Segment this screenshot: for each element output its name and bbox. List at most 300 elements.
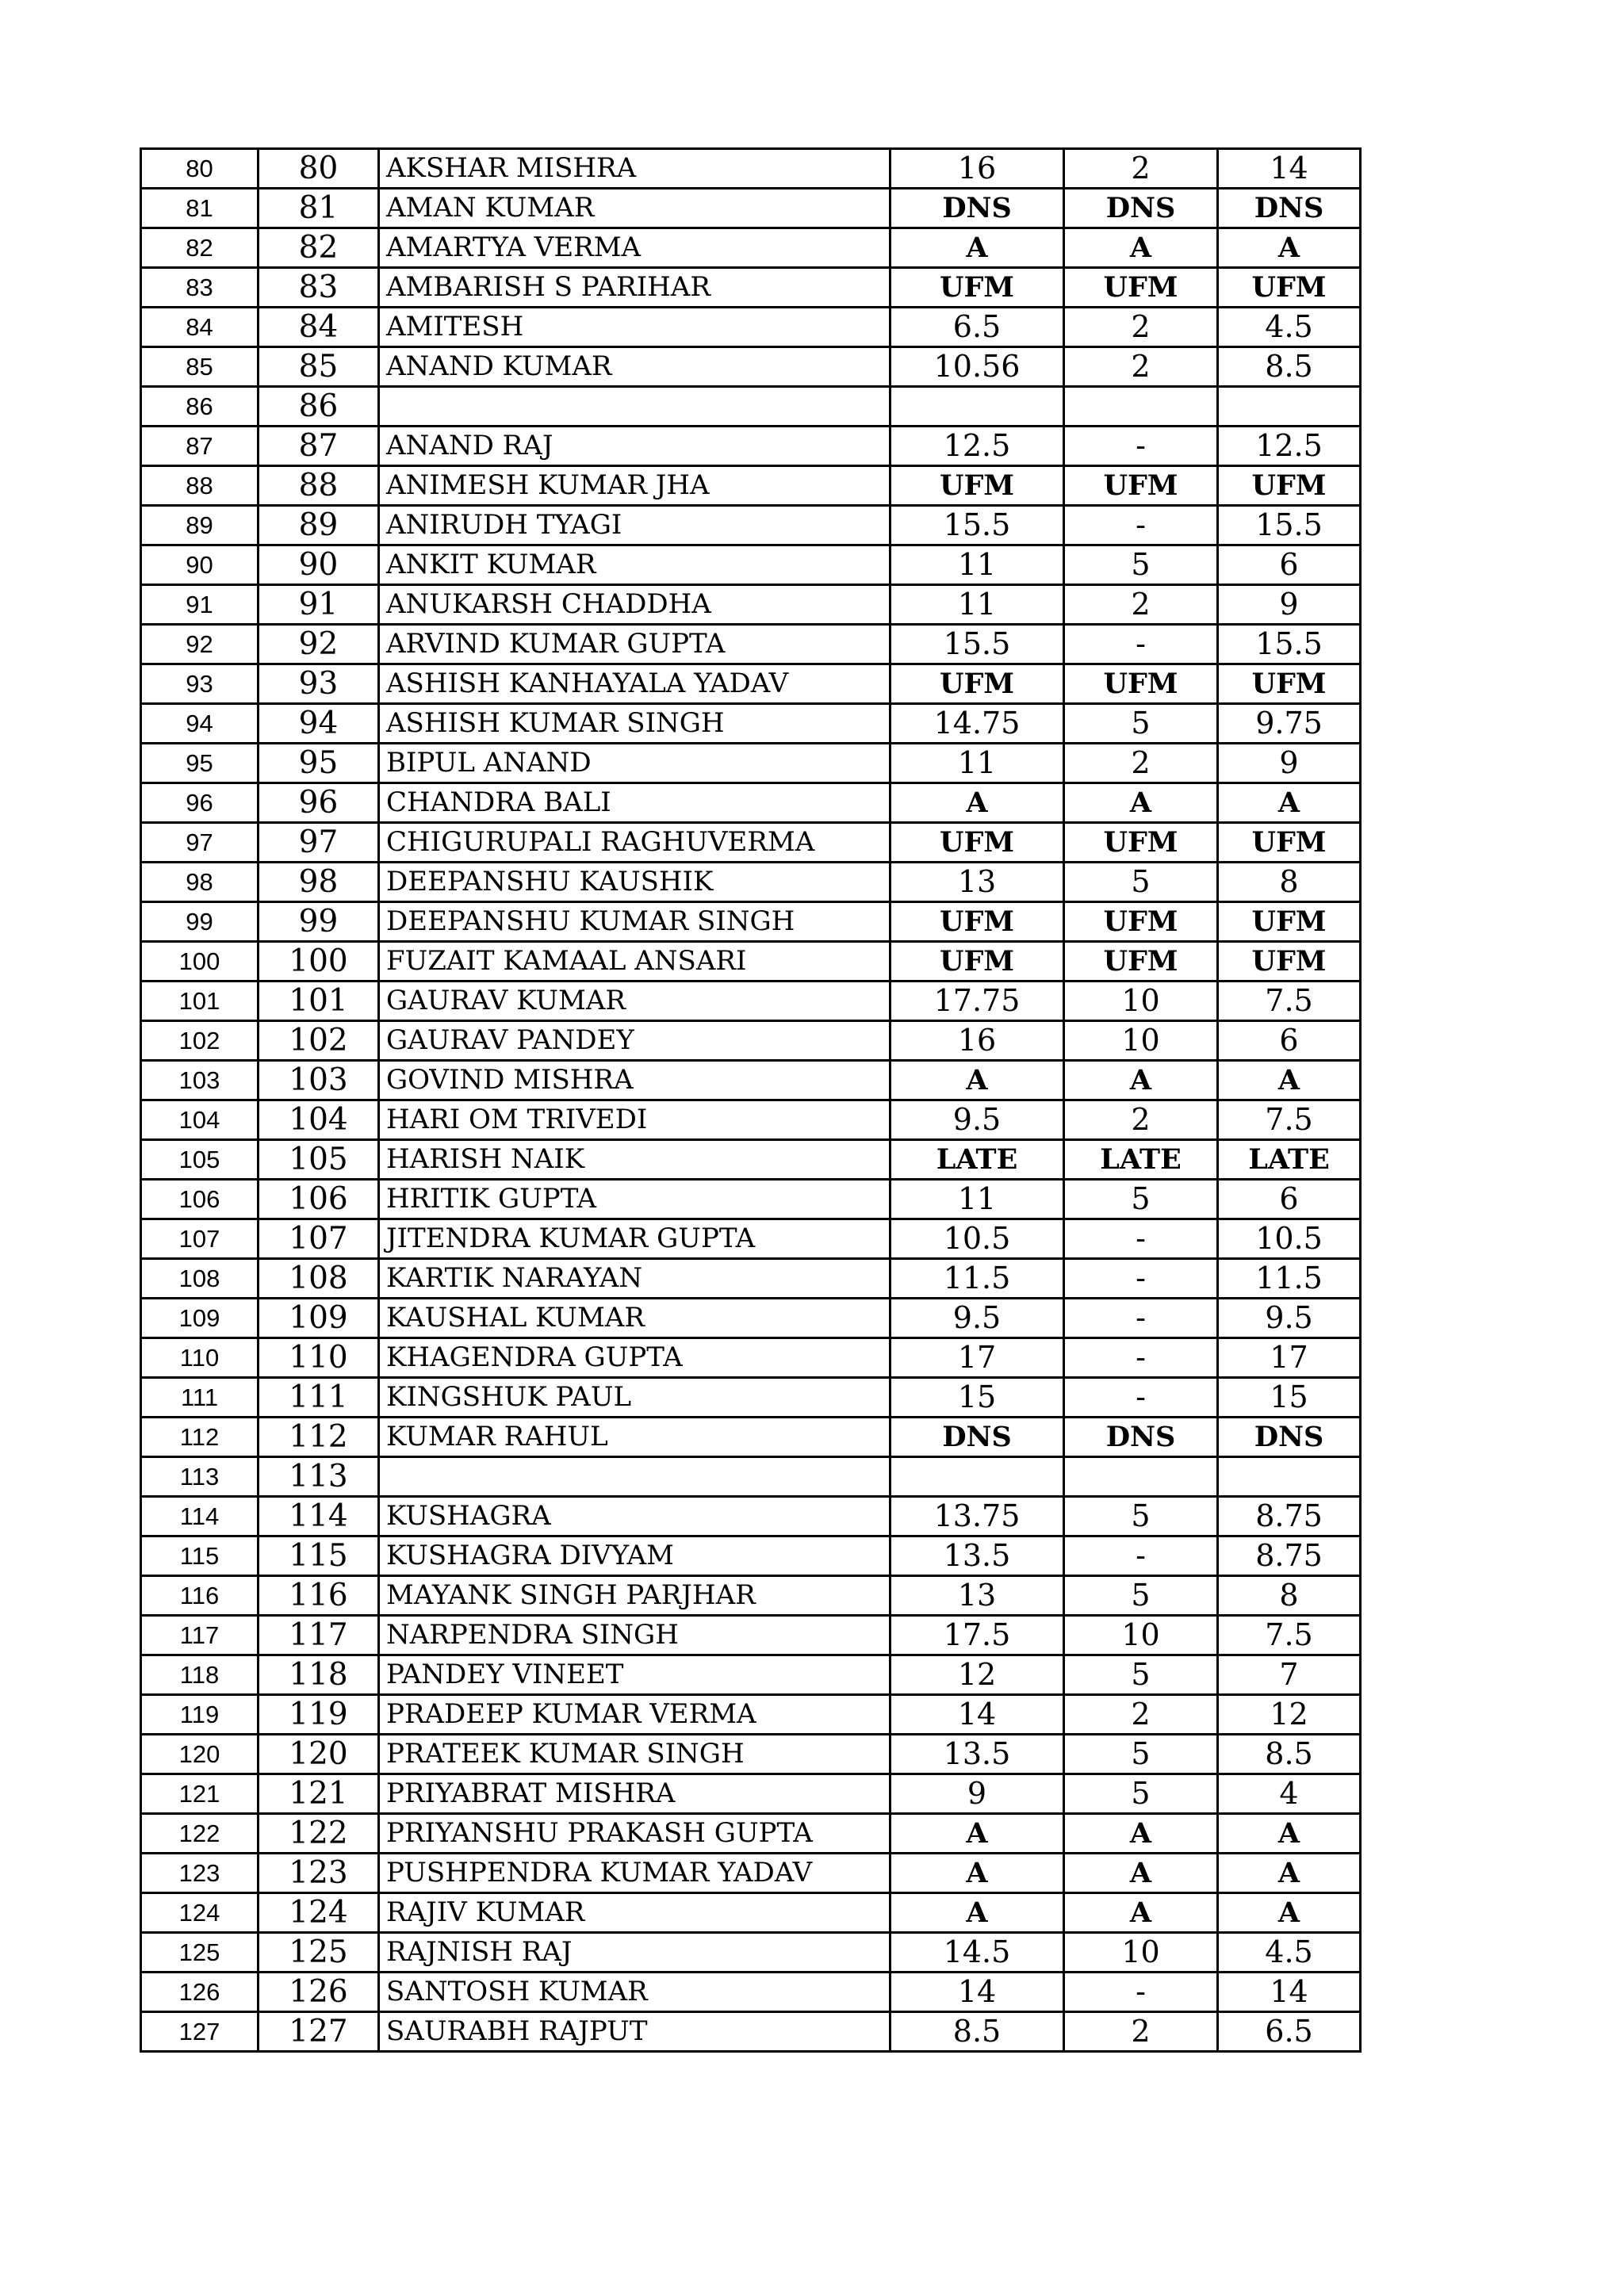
student-name-cell: RAJNISH RAJ — [379, 1933, 891, 1973]
student-name-cell: PANDEY VINEET — [379, 1655, 891, 1695]
marks-second-cell: 5 — [1064, 1774, 1218, 1814]
serial-number-cell: 123 — [141, 1854, 259, 1893]
marks-second-cell: 2 — [1064, 1695, 1218, 1735]
student-name-cell: KUMAR RAHUL — [379, 1418, 891, 1457]
student-name-cell: DEEPANSHU KAUSHIK — [379, 863, 891, 902]
table-row — [141, 585, 1361, 625]
marks-third-cell: A — [1218, 1814, 1361, 1854]
marks-third-cell: 9.75 — [1218, 704, 1361, 744]
roll-number-cell: 100 — [259, 942, 379, 982]
marks-third-cell: DNS — [1218, 189, 1361, 228]
roll-number-cell: 81 — [259, 189, 379, 228]
roll-number-cell: 120 — [259, 1735, 379, 1774]
serial-number-cell: 87 — [141, 427, 259, 466]
student-name-cell: AMITESH — [379, 308, 891, 347]
roll-number-cell: 80 — [259, 149, 379, 189]
roll-number-cell: 115 — [259, 1536, 379, 1576]
marks-second-cell: A — [1064, 1854, 1218, 1893]
marks-total-cell: 9.5 — [891, 1299, 1064, 1338]
student-name-cell: SANTOSH KUMAR — [379, 1973, 891, 2012]
marks-third-cell: DNS — [1218, 1418, 1361, 1457]
marks-third-cell: 8 — [1218, 863, 1361, 902]
roll-number-cell: 126 — [259, 1973, 379, 2012]
roll-number-cell: 112 — [259, 1418, 379, 1457]
marks-total-cell: 13 — [891, 863, 1064, 902]
roll-number-cell: 110 — [259, 1338, 379, 1378]
student-name-cell: KHAGENDRA GUPTA — [379, 1338, 891, 1378]
table-row — [141, 427, 1361, 466]
serial-number-cell: 127 — [141, 2012, 259, 2052]
marks-total-cell: UFM — [891, 942, 1064, 982]
serial-number-cell: 111 — [141, 1378, 259, 1418]
student-name-cell: HRITIK GUPTA — [379, 1180, 891, 1219]
marks-second-cell: A — [1064, 1893, 1218, 1933]
student-name-cell: ANKIT KUMAR — [379, 545, 891, 585]
marks-total-cell: 10.56 — [891, 347, 1064, 387]
marks-total-cell: 13.5 — [891, 1735, 1064, 1774]
serial-number-cell: 109 — [141, 1299, 259, 1338]
serial-number-cell: 105 — [141, 1140, 259, 1180]
marks-third-cell: 7.5 — [1218, 1100, 1361, 1140]
marks-total-cell: 8.5 — [891, 2012, 1064, 2052]
marks-second-cell: 10 — [1064, 1933, 1218, 1973]
table-row — [141, 704, 1361, 744]
student-name-cell: CHIGURUPALI RAGHUVERMA — [379, 823, 891, 863]
marks-second-cell: UFM — [1064, 902, 1218, 942]
marks-third-cell: 7.5 — [1218, 1616, 1361, 1655]
marks-second-cell: - — [1064, 1299, 1218, 1338]
serial-number-cell: 121 — [141, 1774, 259, 1814]
marks-total-cell: 17 — [891, 1338, 1064, 1378]
roll-number-cell: 127 — [259, 2012, 379, 2052]
marks-second-cell: 5 — [1064, 1576, 1218, 1616]
table-row — [141, 506, 1361, 545]
marks-total-cell — [891, 387, 1064, 427]
serial-number-cell: 124 — [141, 1893, 259, 1933]
roll-number-cell: 89 — [259, 506, 379, 545]
roll-number-cell: 99 — [259, 902, 379, 942]
roll-number-cell: 102 — [259, 1021, 379, 1061]
table-row — [141, 387, 1361, 427]
table-row — [141, 982, 1361, 1021]
student-name-cell: ARVIND KUMAR GUPTA — [379, 625, 891, 664]
marks-total-cell: 12.5 — [891, 427, 1064, 466]
serial-number-cell: 89 — [141, 506, 259, 545]
roll-number-cell: 122 — [259, 1814, 379, 1854]
marks-third-cell: 7 — [1218, 1655, 1361, 1695]
serial-number-cell: 82 — [141, 228, 259, 268]
roll-number-cell: 94 — [259, 704, 379, 744]
marks-third-cell: 11.5 — [1218, 1259, 1361, 1299]
table-row — [141, 2012, 1361, 2052]
marks-total-cell: UFM — [891, 664, 1064, 704]
serial-number-cell: 107 — [141, 1219, 259, 1259]
marks-third-cell: UFM — [1218, 664, 1361, 704]
marks-third-cell: 15 — [1218, 1378, 1361, 1418]
marks-total-cell: 14.5 — [891, 1933, 1064, 1973]
roll-number-cell: 97 — [259, 823, 379, 863]
table-row — [141, 1536, 1361, 1576]
roll-number-cell: 95 — [259, 744, 379, 783]
student-name-cell: AMAN KUMAR — [379, 189, 891, 228]
serial-number-cell: 113 — [141, 1457, 259, 1497]
student-name-cell: CHANDRA BALI — [379, 783, 891, 823]
marks-second-cell: 5 — [1064, 545, 1218, 585]
serial-number-cell: 97 — [141, 823, 259, 863]
serial-number-cell: 112 — [141, 1418, 259, 1457]
table-row — [141, 228, 1361, 268]
student-name-cell: KAUSHAL KUMAR — [379, 1299, 891, 1338]
student-name-cell: BIPUL ANAND — [379, 744, 891, 783]
marks-third-cell: 8.5 — [1218, 1735, 1361, 1774]
table-row — [141, 783, 1361, 823]
roll-number-cell: 83 — [259, 268, 379, 308]
marks-second-cell: 5 — [1064, 1735, 1218, 1774]
serial-number-cell: 102 — [141, 1021, 259, 1061]
roll-number-cell: 109 — [259, 1299, 379, 1338]
roll-number-cell: 106 — [259, 1180, 379, 1219]
marks-second-cell: 2 — [1064, 149, 1218, 189]
marks-total-cell: UFM — [891, 902, 1064, 942]
marks-total-cell: 12 — [891, 1655, 1064, 1695]
student-name-cell: KUSHAGRA — [379, 1497, 891, 1536]
student-name-cell: ANIRUDH TYAGI — [379, 506, 891, 545]
serial-number-cell: 81 — [141, 189, 259, 228]
table-row — [141, 1497, 1361, 1536]
marks-second-cell: - — [1064, 1338, 1218, 1378]
marks-total-cell: 13.75 — [891, 1497, 1064, 1536]
serial-number-cell: 106 — [141, 1180, 259, 1219]
student-name-cell: FUZAIT KAMAAL ANSARI — [379, 942, 891, 982]
table-row — [141, 823, 1361, 863]
marks-second-cell: 10 — [1064, 1616, 1218, 1655]
roll-number-cell: 121 — [259, 1774, 379, 1814]
serial-number-cell: 95 — [141, 744, 259, 783]
table-row — [141, 1735, 1361, 1774]
roll-number-cell: 85 — [259, 347, 379, 387]
student-name-cell: GAURAV PANDEY — [379, 1021, 891, 1061]
marks-second-cell: 5 — [1064, 704, 1218, 744]
student-name-cell: AMBARISH S PARIHAR — [379, 268, 891, 308]
roll-number-cell: 124 — [259, 1893, 379, 1933]
student-name-cell: SAURABH RAJPUT — [379, 2012, 891, 2052]
marks-total-cell: DNS — [891, 189, 1064, 228]
student-name-cell: AKSHAR MISHRA — [379, 149, 891, 189]
serial-number-cell: 85 — [141, 347, 259, 387]
student-name-cell: PRATEEK KUMAR SINGH — [379, 1735, 891, 1774]
table-row — [141, 308, 1361, 347]
marks-third-cell: 9 — [1218, 744, 1361, 783]
student-name-cell: PUSHPENDRA KUMAR YADAV — [379, 1854, 891, 1893]
student-name-cell: GAURAV KUMAR — [379, 982, 891, 1021]
table-row — [141, 1259, 1361, 1299]
serial-number-cell: 101 — [141, 982, 259, 1021]
table-row — [141, 1774, 1361, 1814]
marks-total-cell: DNS — [891, 1418, 1064, 1457]
table-row — [141, 942, 1361, 982]
marks-third-cell: 8 — [1218, 1576, 1361, 1616]
student-name-cell: PRIYABRAT MISHRA — [379, 1774, 891, 1814]
marks-third-cell: 17 — [1218, 1338, 1361, 1378]
table-row — [141, 189, 1361, 228]
roll-number-cell: 125 — [259, 1933, 379, 1973]
marks-second-cell — [1064, 1457, 1218, 1497]
serial-number-cell: 104 — [141, 1100, 259, 1140]
marks-total-cell: 13.5 — [891, 1536, 1064, 1576]
table-row — [141, 1299, 1361, 1338]
marks-total-cell: 15.5 — [891, 506, 1064, 545]
table-row — [141, 1814, 1361, 1854]
table-row — [141, 625, 1361, 664]
marks-total-cell: A — [891, 1893, 1064, 1933]
serial-number-cell: 118 — [141, 1655, 259, 1695]
table-row — [141, 1854, 1361, 1893]
marks-second-cell: A — [1064, 1814, 1218, 1854]
table-row — [141, 1695, 1361, 1735]
table-row — [141, 1655, 1361, 1695]
student-name-cell: JITENDRA KUMAR GUPTA — [379, 1219, 891, 1259]
student-name-cell: ANUKARSH CHADDHA — [379, 585, 891, 625]
marks-third-cell: 6 — [1218, 1021, 1361, 1061]
serial-number-cell: 83 — [141, 268, 259, 308]
marks-third-cell: 4.5 — [1218, 308, 1361, 347]
marks-total-cell: A — [891, 783, 1064, 823]
serial-number-cell: 114 — [141, 1497, 259, 1536]
table-row — [141, 1893, 1361, 1933]
marks-third-cell: A — [1218, 1893, 1361, 1933]
marks-second-cell: 2 — [1064, 585, 1218, 625]
serial-number-cell: 94 — [141, 704, 259, 744]
marks-second-cell: A — [1064, 228, 1218, 268]
serial-number-cell: 116 — [141, 1576, 259, 1616]
student-name-cell: HARISH NAIK — [379, 1140, 891, 1180]
marks-third-cell: 8.75 — [1218, 1497, 1361, 1536]
marks-second-cell: 5 — [1064, 863, 1218, 902]
marks-second-cell: 2 — [1064, 308, 1218, 347]
roll-number-cell: 116 — [259, 1576, 379, 1616]
marks-second-cell: - — [1064, 1378, 1218, 1418]
marks-total-cell: UFM — [891, 823, 1064, 863]
roll-number-cell: 91 — [259, 585, 379, 625]
table-row — [141, 902, 1361, 942]
table-row — [141, 664, 1361, 704]
marks-second-cell: 10 — [1064, 1021, 1218, 1061]
table-row — [141, 347, 1361, 387]
marks-total-cell: 11 — [891, 585, 1064, 625]
serial-number-cell: 80 — [141, 149, 259, 189]
serial-number-cell: 93 — [141, 664, 259, 704]
marks-total-cell: A — [891, 1854, 1064, 1893]
marks-third-cell: UFM — [1218, 823, 1361, 863]
roll-number-cell: 96 — [259, 783, 379, 823]
student-name-cell: RAJIV KUMAR — [379, 1893, 891, 1933]
table-row — [141, 1576, 1361, 1616]
table-row — [141, 1180, 1361, 1219]
student-name-cell: MAYANK SINGH PARJHAR — [379, 1576, 891, 1616]
roll-number-cell: 103 — [259, 1061, 379, 1100]
student-name-cell: GOVIND MISHRA — [379, 1061, 891, 1100]
marks-third-cell: 15.5 — [1218, 506, 1361, 545]
marks-second-cell: - — [1064, 506, 1218, 545]
table-row — [141, 1616, 1361, 1655]
marks-total-cell: LATE — [891, 1140, 1064, 1180]
student-name-cell: DEEPANSHU KUMAR SINGH — [379, 902, 891, 942]
roll-number-cell: 119 — [259, 1695, 379, 1735]
marks-third-cell: LATE — [1218, 1140, 1361, 1180]
marks-total-cell: A — [891, 1061, 1064, 1100]
marks-third-cell: 9 — [1218, 585, 1361, 625]
marks-second-cell: A — [1064, 1061, 1218, 1100]
marks-second-cell: UFM — [1064, 466, 1218, 506]
marks-third-cell: 6 — [1218, 545, 1361, 585]
student-name-cell: PRADEEP KUMAR VERMA — [379, 1695, 891, 1735]
marks-total-cell: UFM — [891, 268, 1064, 308]
marks-second-cell: DNS — [1064, 1418, 1218, 1457]
student-name-cell: ASHISH KANHAYALA YADAV — [379, 664, 891, 704]
marks-second-cell: UFM — [1064, 942, 1218, 982]
marks-second-cell: - — [1064, 1536, 1218, 1576]
roll-number-cell: 82 — [259, 228, 379, 268]
roll-number-cell: 88 — [259, 466, 379, 506]
table-row — [141, 863, 1361, 902]
marks-third-cell: 14 — [1218, 149, 1361, 189]
marks-third-cell: 12.5 — [1218, 427, 1361, 466]
roll-number-cell: 105 — [259, 1140, 379, 1180]
roll-number-cell: 92 — [259, 625, 379, 664]
roll-number-cell: 101 — [259, 982, 379, 1021]
marks-third-cell: A — [1218, 783, 1361, 823]
marks-second-cell: 5 — [1064, 1497, 1218, 1536]
marks-total-cell: 11 — [891, 1180, 1064, 1219]
marks-second-cell: - — [1064, 1973, 1218, 2012]
table-row — [141, 149, 1361, 189]
marks-third-cell: 9.5 — [1218, 1299, 1361, 1338]
serial-number-cell: 122 — [141, 1814, 259, 1854]
marks-second-cell: 5 — [1064, 1655, 1218, 1695]
marks-second-cell: UFM — [1064, 823, 1218, 863]
marks-total-cell: 15 — [891, 1378, 1064, 1418]
serial-number-cell: 125 — [141, 1933, 259, 1973]
serial-number-cell: 117 — [141, 1616, 259, 1655]
serial-number-cell: 91 — [141, 585, 259, 625]
marks-third-cell: 4.5 — [1218, 1933, 1361, 1973]
marks-total-cell: A — [891, 1814, 1064, 1854]
marks-second-cell: 2 — [1064, 347, 1218, 387]
marks-second-cell: 10 — [1064, 982, 1218, 1021]
student-name-cell: ANAND KUMAR — [379, 347, 891, 387]
marks-total-cell: 17.5 — [891, 1616, 1064, 1655]
serial-number-cell: 96 — [141, 783, 259, 823]
table-row — [141, 1338, 1361, 1378]
table-row — [141, 1378, 1361, 1418]
table-row — [141, 1100, 1361, 1140]
table-row — [141, 1021, 1361, 1061]
marks-total-cell: 11 — [891, 545, 1064, 585]
marks-second-cell: DNS — [1064, 189, 1218, 228]
serial-number-cell: 126 — [141, 1973, 259, 2012]
marks-third-cell: 10.5 — [1218, 1219, 1361, 1259]
roll-number-cell: 114 — [259, 1497, 379, 1536]
serial-number-cell: 120 — [141, 1735, 259, 1774]
marks-total-cell: 17.75 — [891, 982, 1064, 1021]
marks-total-cell: 9 — [891, 1774, 1064, 1814]
roll-number-cell: 86 — [259, 387, 379, 427]
roll-number-cell: 87 — [259, 427, 379, 466]
table-row — [141, 744, 1361, 783]
serial-number-cell: 86 — [141, 387, 259, 427]
marks-total-cell: 14 — [891, 1973, 1064, 2012]
marks-second-cell: LATE — [1064, 1140, 1218, 1180]
student-name-cell: NARPENDRA SINGH — [379, 1616, 891, 1655]
student-name-cell: HARI OM TRIVEDI — [379, 1100, 891, 1140]
roll-number-cell: 104 — [259, 1100, 379, 1140]
table-row — [141, 1933, 1361, 1973]
marks-third-cell: 6.5 — [1218, 2012, 1361, 2052]
student-name-cell: ASHISH KUMAR SINGH — [379, 704, 891, 744]
table-row — [141, 1973, 1361, 2012]
student-name-cell — [379, 387, 891, 427]
table-row — [141, 268, 1361, 308]
serial-number-cell: 108 — [141, 1259, 259, 1299]
marks-total-cell: 14.75 — [891, 704, 1064, 744]
marks-second-cell: - — [1064, 1219, 1218, 1259]
marks-table — [140, 147, 1362, 2053]
marks-third-cell: 14 — [1218, 1973, 1361, 2012]
marks-third-cell: 7.5 — [1218, 982, 1361, 1021]
serial-number-cell: 103 — [141, 1061, 259, 1100]
marks-third-cell: UFM — [1218, 902, 1361, 942]
serial-number-cell: 115 — [141, 1536, 259, 1576]
marks-total-cell: 13 — [891, 1576, 1064, 1616]
roll-number-cell: 123 — [259, 1854, 379, 1893]
student-name-cell: AMARTYA VERMA — [379, 228, 891, 268]
student-name-cell: KINGSHUK PAUL — [379, 1378, 891, 1418]
marks-third-cell: UFM — [1218, 942, 1361, 982]
marks-third-cell: A — [1218, 1061, 1361, 1100]
table-row — [141, 1457, 1361, 1497]
marks-second-cell: A — [1064, 783, 1218, 823]
marks-total-cell: 16 — [891, 1021, 1064, 1061]
roll-number-cell: 98 — [259, 863, 379, 902]
marks-third-cell: 15.5 — [1218, 625, 1361, 664]
roll-number-cell: 93 — [259, 664, 379, 704]
marks-total-cell: 11 — [891, 744, 1064, 783]
marks-third-cell: 8.75 — [1218, 1536, 1361, 1576]
roll-number-cell: 118 — [259, 1655, 379, 1695]
student-name-cell: ANIMESH KUMAR JHA — [379, 466, 891, 506]
marks-third-cell — [1218, 1457, 1361, 1497]
marks-total-cell: 6.5 — [891, 308, 1064, 347]
marks-second-cell — [1064, 387, 1218, 427]
roll-number-cell: 111 — [259, 1378, 379, 1418]
student-name-cell — [379, 1457, 891, 1497]
marks-second-cell: 5 — [1064, 1180, 1218, 1219]
student-name-cell: PRIYANSHU PRAKASH GUPTA — [379, 1814, 891, 1854]
marks-total-cell: A — [891, 228, 1064, 268]
serial-number-cell: 84 — [141, 308, 259, 347]
marks-second-cell: - — [1064, 1259, 1218, 1299]
marks-third-cell: UFM — [1218, 466, 1361, 506]
marks-total-cell: 14 — [891, 1695, 1064, 1735]
marks-second-cell: 2 — [1064, 744, 1218, 783]
marks-third-cell — [1218, 387, 1361, 427]
marks-second-cell: 2 — [1064, 2012, 1218, 2052]
table-row — [141, 1140, 1361, 1180]
marks-total-cell: 11.5 — [891, 1259, 1064, 1299]
marks-third-cell: 8.5 — [1218, 347, 1361, 387]
marks-third-cell: 12 — [1218, 1695, 1361, 1735]
marks-second-cell: - — [1064, 427, 1218, 466]
